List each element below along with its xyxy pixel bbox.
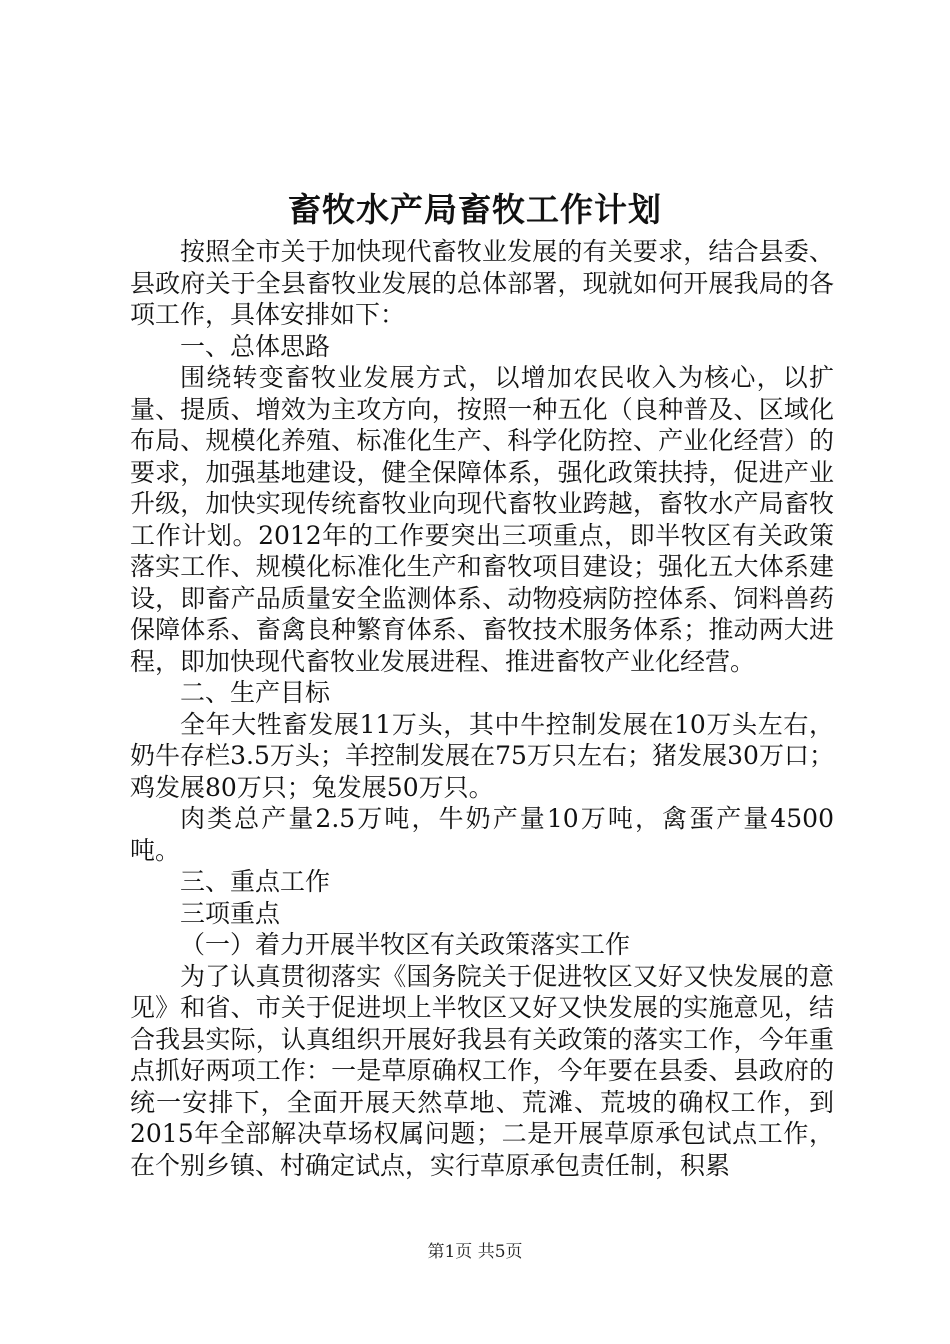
subheading-policy-implementation: （一）着力开展半牧区有关政策落实工作	[180, 930, 631, 959]
document-title: 畜牧水产局畜牧工作计划	[288, 190, 662, 229]
document-body	[130, 236, 834, 1181]
paragraph-intro: 按照全市关于加快现代畜牧业发展的有关要求，结合县委、县政府关于全县畜牧业发展的总体部署，现就如何开展我局的各项工作，具体安排如下：	[130, 237, 834, 329]
paragraph-overall-approach: 围绕转变畜牧业发展方式，以增加农民收入为核心，以扩量、提质、增效为主攻方向，按照一种五化（良种普及、区域化布局、规模化养殖、标准化生产、科学化防控、产业化经营）的要求，加强基地建设，健全保障体系，强化政策扶持，促进产业升级，加快实现传统畜牧业向现代畜牧业跨越，畜牧水产局畜牧工作计划。2012年的工作要突出三项重点，即半牧区有关政策落实工作、规模化标准化生产和畜牧项目建设；强化五大体系建设，即畜产品质量安全监测体系、动物疫病防控体系、饲料兽药保障体系、畜禽良种繁育体系、畜牧技术服务体系；推动两大进程，即加快现代畜牧业发展进程、推进畜牧产业化经营。	[130, 363, 834, 676]
paragraph-livestock-goals: 全年大牲畜发展11万头，其中牛控制发展在10万头左右，奶牛存栏3.5万头；羊控制发展在75万只左右；猪发展30万口；鸡发展80万只；兔发展50万只。	[130, 709, 834, 802]
paragraph-policy-implementation: 为了认真贯彻落实《国务院关于促进牧区又好又快发展的意见》和省、市关于促进坝上半牧区又好又快发展的实施意见，结合我县实际，认真组织开展好我县有关政策的落实工作，今年重点抓好两项工作：一是草原确权工作，今年要在县委、县政府的统一安排下，全面开展天然草地、荒滩、荒坡的确权工作，到2015年全部解决草场权属问题；二是开展草原承包试点工作，在个别乡镇、村确定试点，实行草原承包责任制，积累	[130, 961, 834, 1180]
heading-key-work: 三、重点工作	[180, 867, 331, 896]
paragraph-output-goals: 肉类总产量2.5万吨，牛奶产量10万吨，禽蛋产量4500吨。	[130, 804, 834, 865]
page-footer: 第1页 共5页	[427, 1242, 523, 1262]
subheading-three-priorities: 三项重点	[180, 898, 281, 928]
heading-production-goals: 二、生产目标	[180, 678, 331, 707]
heading-overall-approach: 一、总体思路	[180, 331, 331, 361]
